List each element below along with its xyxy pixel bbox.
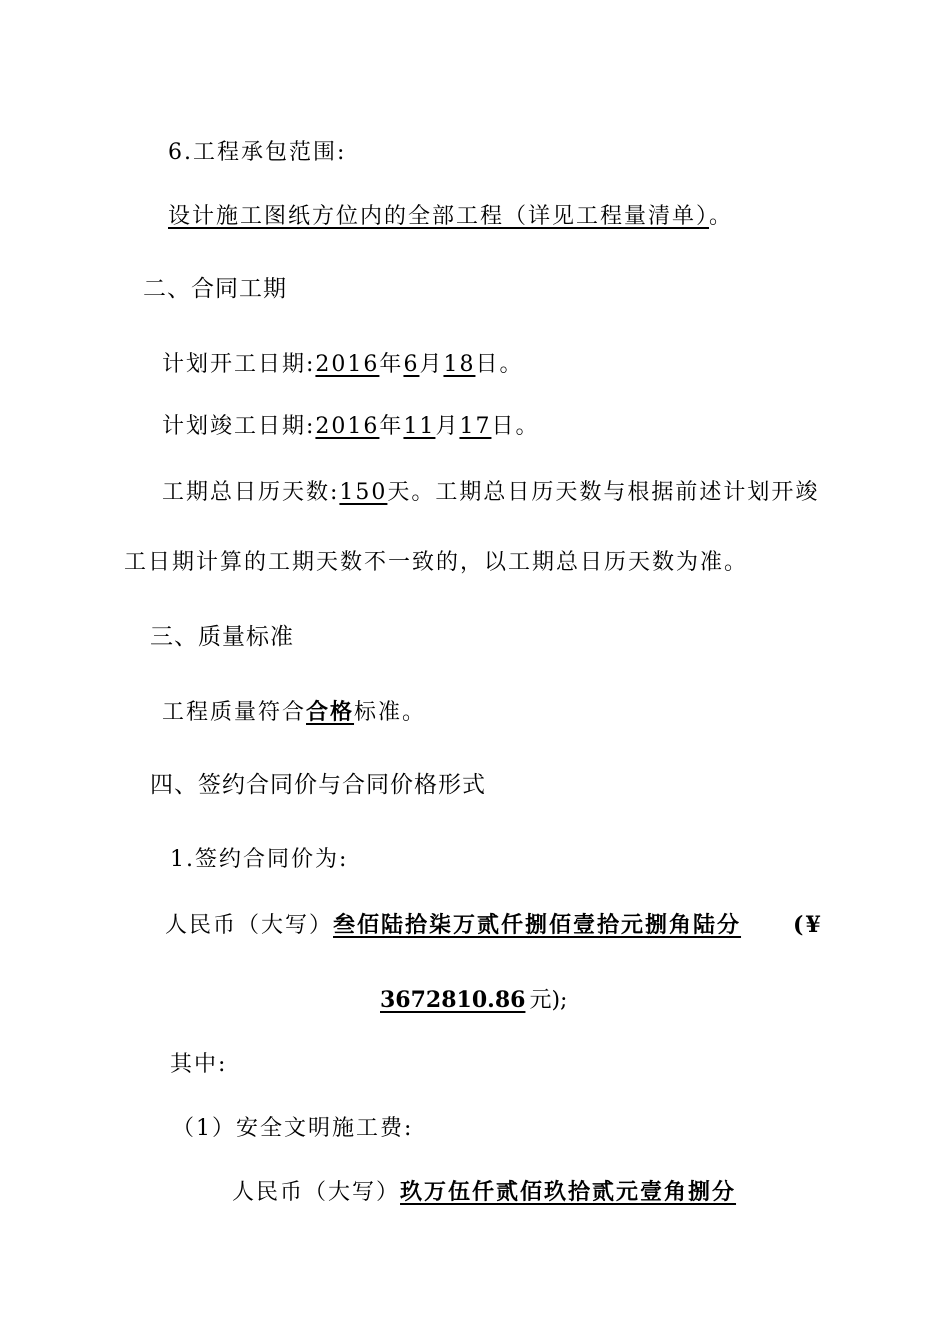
start-day: 18: [443, 352, 476, 377]
scope-text: 设计施工图纸方位内的全部工程（详见工程量清单）。: [168, 204, 734, 229]
quality-grade: 合格: [306, 700, 355, 725]
contract-price-words: 叁佰陆拾柒万贰仟捌佰壹拾元捌角陆分: [333, 913, 742, 938]
contract-price-heading: 1.签约合同价为:: [170, 847, 349, 872]
contract-amount: 3672810.86: [380, 987, 526, 1013]
planned-end-date: 计划竣工日期:2016年11月17日。: [162, 414, 540, 439]
safety-fee-words: 玖万伍仟贰佰玖拾贰元壹角捌分: [400, 1180, 737, 1205]
end-month: 11: [403, 414, 436, 439]
section-4-title: 四、签约合同价与合同价格形式: [150, 772, 486, 798]
total-days-line-2: 工日期计算的工期天数不一致的，以工期总日历天数为准。: [124, 550, 749, 575]
safety-fee-heading: （1）安全文明施工费:: [172, 1116, 414, 1141]
section-2-title: 二、合同工期: [143, 276, 287, 302]
total-days: 150: [339, 480, 388, 505]
safety-fee-rmb: 人民币（大写）玖万伍仟贰佰玖拾贰元壹角捌分: [232, 1180, 737, 1205]
end-day: 17: [459, 414, 492, 439]
scope-description: 设计施工图纸方位内的全部工程（详见工程量清单）: [168, 204, 710, 229]
total-days-line-1: 工期总日历天数:150天。工期总日历天数与根据前述计划开竣: [162, 480, 820, 505]
including-label: 其中:: [170, 1052, 228, 1077]
start-month: 6: [403, 352, 420, 377]
contract-price-rmb: 人民币（大写）叁佰陆拾柒万贰仟捌佰壹拾元捌角陆分 (¥: [165, 912, 823, 938]
end-year: 2016: [315, 414, 380, 439]
contract-price-amount: 3672810.86 元);: [380, 987, 568, 1013]
quality-standard: 工程质量符合合格标准。: [162, 700, 427, 725]
section-3-title: 三、质量标准: [150, 624, 294, 650]
planned-start-date: 计划开工日期:2016年6月18日。: [162, 352, 524, 377]
start-year: 2016: [315, 352, 380, 377]
scope-heading: 6.工程承包范围:: [168, 140, 347, 165]
